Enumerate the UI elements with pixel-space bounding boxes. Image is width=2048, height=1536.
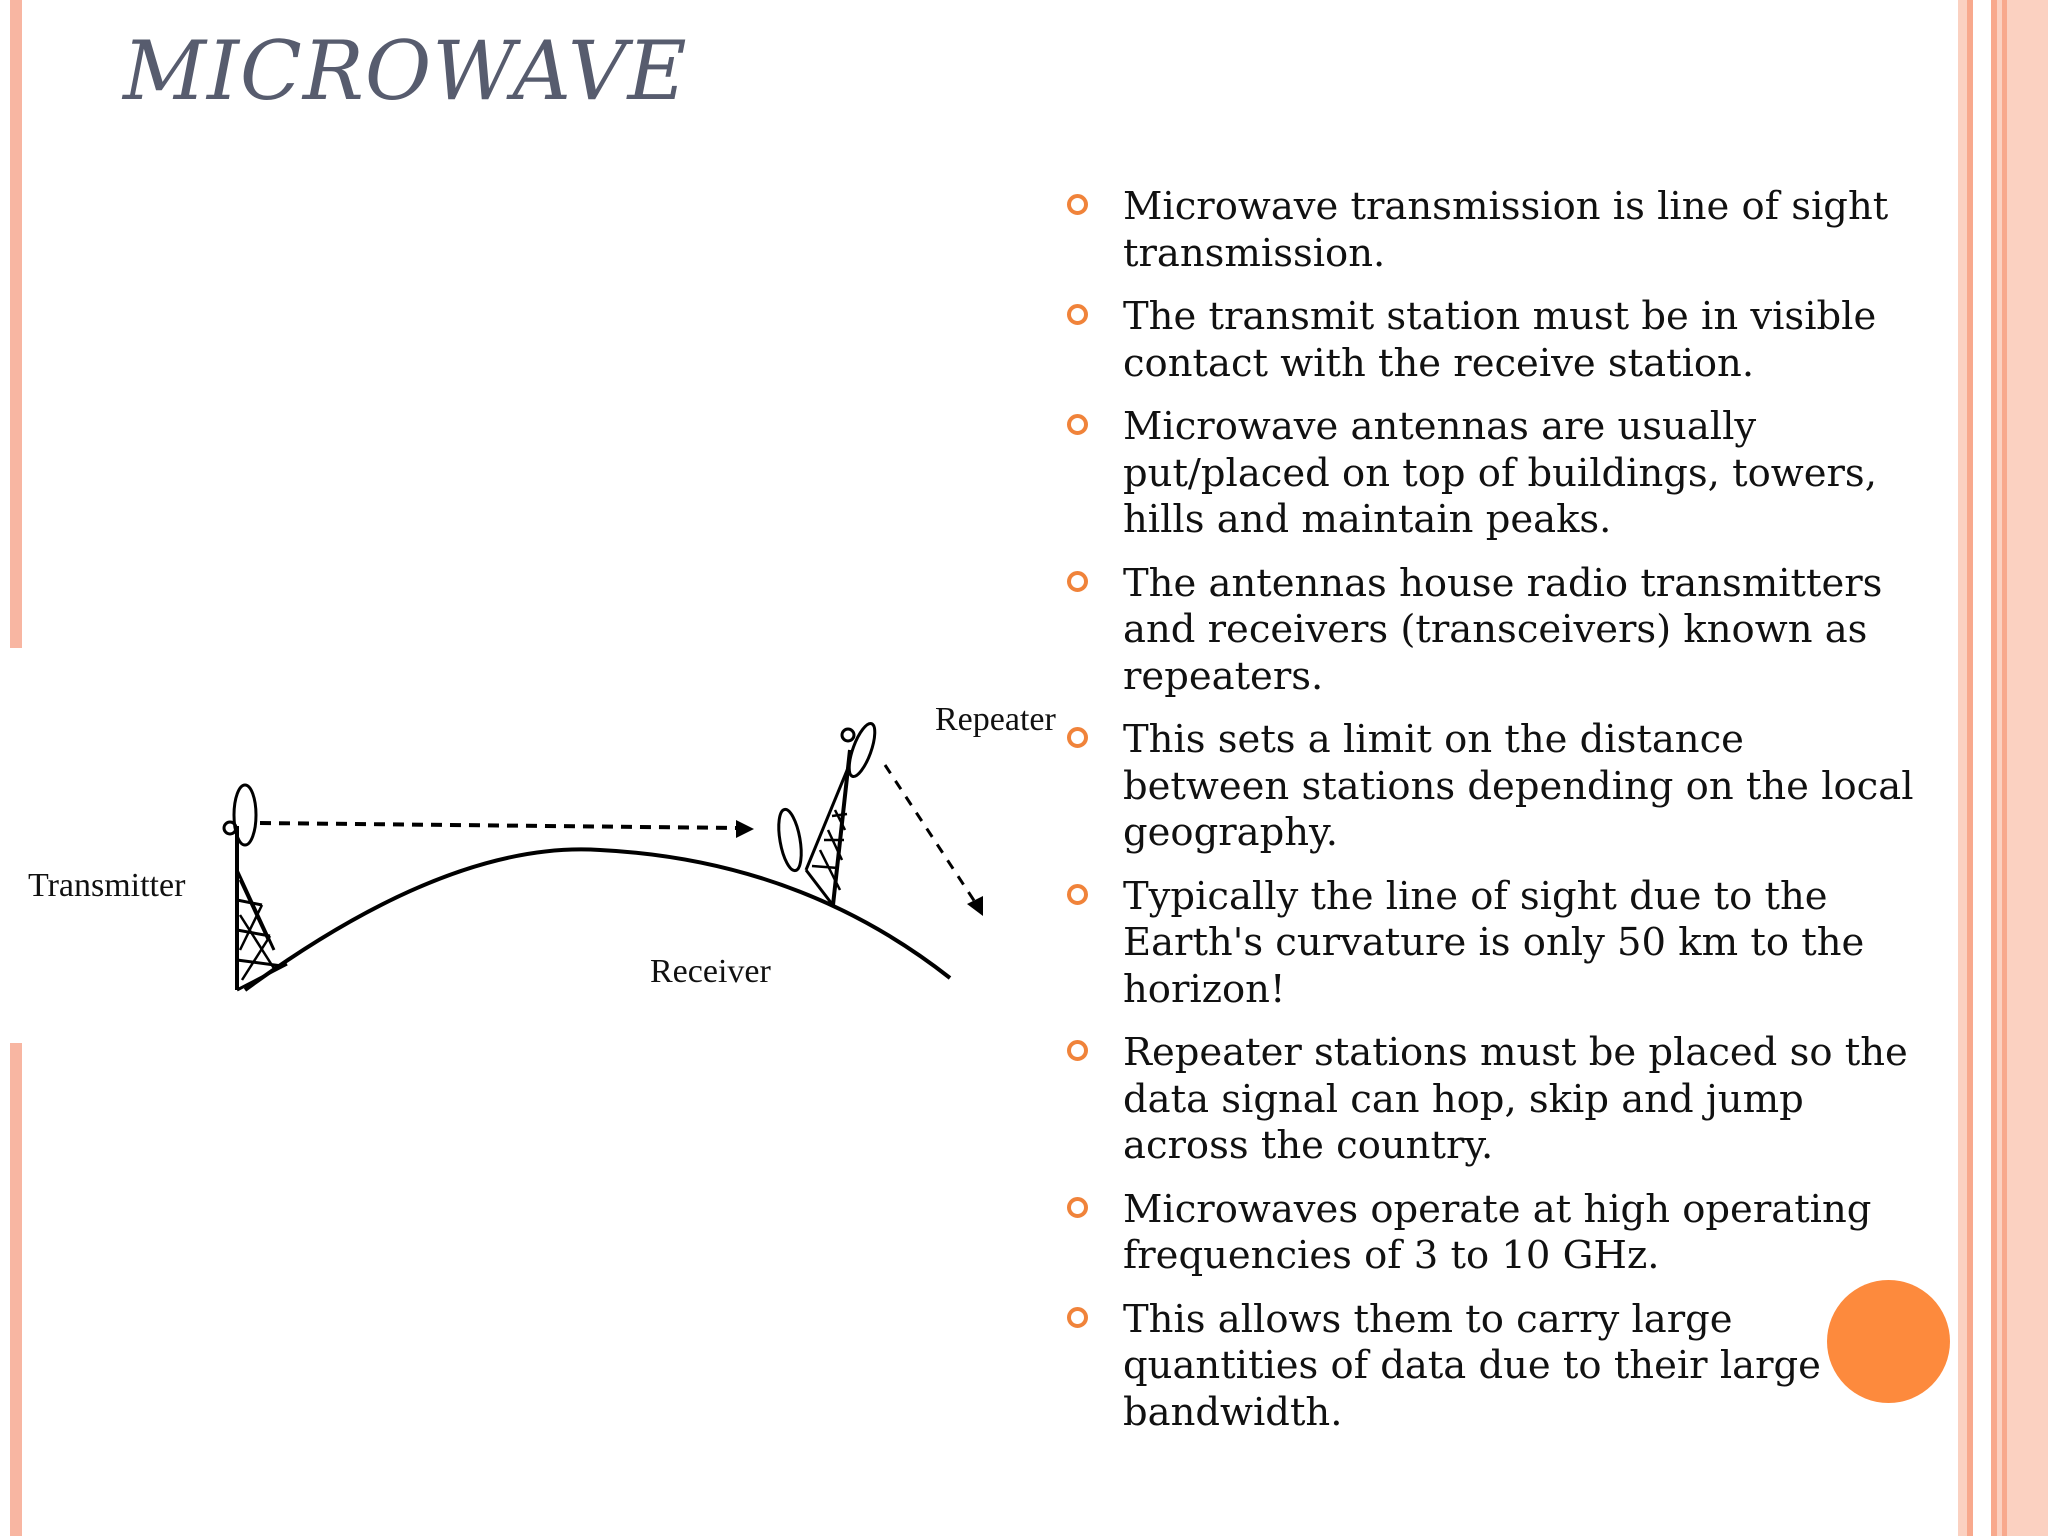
bullet-line: Microwave antennas are usually (1123, 404, 1757, 449)
repeater-label: Repeater (935, 701, 1056, 738)
bullet-circle-icon (1067, 884, 1088, 905)
bullet-line: horizon! (1123, 966, 1286, 1012)
bullet-item (1060, 874, 1940, 1014)
bullet-line: This sets a limit on the distance (1123, 717, 1744, 762)
bullet-line: hills and maintain peaks. (1123, 497, 1612, 542)
bullet-line: contact with the receive station. (1123, 340, 1755, 386)
bullet-line: Typically the line of sight due to the (1123, 873, 1828, 919)
bullet-line: and receivers (transceivers) known as (1123, 607, 1868, 652)
bullet-item (1060, 561, 1940, 701)
bullet-circle-icon (1067, 304, 1088, 325)
bullet-line: across the country. (1123, 1123, 1494, 1168)
bullet-line: The antennas house radio transmitters (1123, 560, 1883, 606)
earth-curve (245, 849, 950, 990)
bullet-line: Microwave transmission is line of sight (1123, 184, 1889, 229)
bullet-circle-icon (1067, 1197, 1088, 1218)
bullet-line: frequencies of 3 to 10 GHz. (1123, 1233, 1660, 1278)
bullet-line: The transmit station must be in visible (1123, 294, 1877, 339)
repeater-tower-icon (775, 721, 880, 905)
bullet-list (1060, 184, 1940, 1453)
receiver-label: Receiver (650, 953, 771, 990)
bullet-line: between stations depending on the local (1123, 763, 1914, 809)
bullet-line: quantities of data due to their large (1123, 1343, 1821, 1388)
bullet-item (1060, 294, 1940, 387)
bullet-item (1060, 1297, 1940, 1437)
transmitter-label: Transmitter (28, 867, 186, 904)
left-border-top (10, 0, 22, 648)
bullet-item (1060, 404, 1940, 544)
bullet-line: This allows them to carry large (1123, 1296, 1733, 1342)
bullet-line: data signal can hop, skip and jump (1123, 1076, 1804, 1122)
left-border-bottom (10, 1043, 22, 1536)
bullet-item (1060, 1030, 1940, 1170)
bullet-item (1060, 717, 1940, 857)
bullet-line: Microwaves operate at high operating (1123, 1186, 1872, 1232)
decorative-orange-dot (1827, 1280, 1950, 1403)
bullet-item (1060, 1187, 1940, 1280)
transmitter-tower-icon (224, 785, 287, 990)
bullet-line: Repeater stations must be placed so the (1123, 1030, 1908, 1075)
bullet-circle-icon (1067, 1040, 1088, 1061)
bullet-circle-icon (1067, 414, 1088, 435)
bullet-item (1060, 184, 1940, 277)
bullet-circle-icon (1067, 571, 1088, 592)
bullet-line: repeaters. (1123, 653, 1324, 699)
bullet-circle-icon (1067, 1307, 1088, 1328)
slide-title: MICROWAVE (123, 25, 688, 119)
bullet-line: put/placed on top of buildings, towers, (1123, 450, 1877, 496)
repeater-arrow (885, 765, 983, 916)
bullet-circle-icon (1067, 727, 1088, 748)
bullet-line: geography. (1123, 810, 1338, 855)
bullet-line: Earth's curvature is only 50 km to the (1123, 920, 1865, 965)
bullet-line: bandwidth. (1123, 1389, 1343, 1435)
line-of-sight-arrow (260, 820, 754, 838)
bullet-circle-icon (1067, 194, 1088, 215)
bullet-line: transmission. (1123, 230, 1386, 276)
right-border-stripes (1958, 0, 2048, 1536)
microwave-diagram (0, 690, 1062, 1010)
